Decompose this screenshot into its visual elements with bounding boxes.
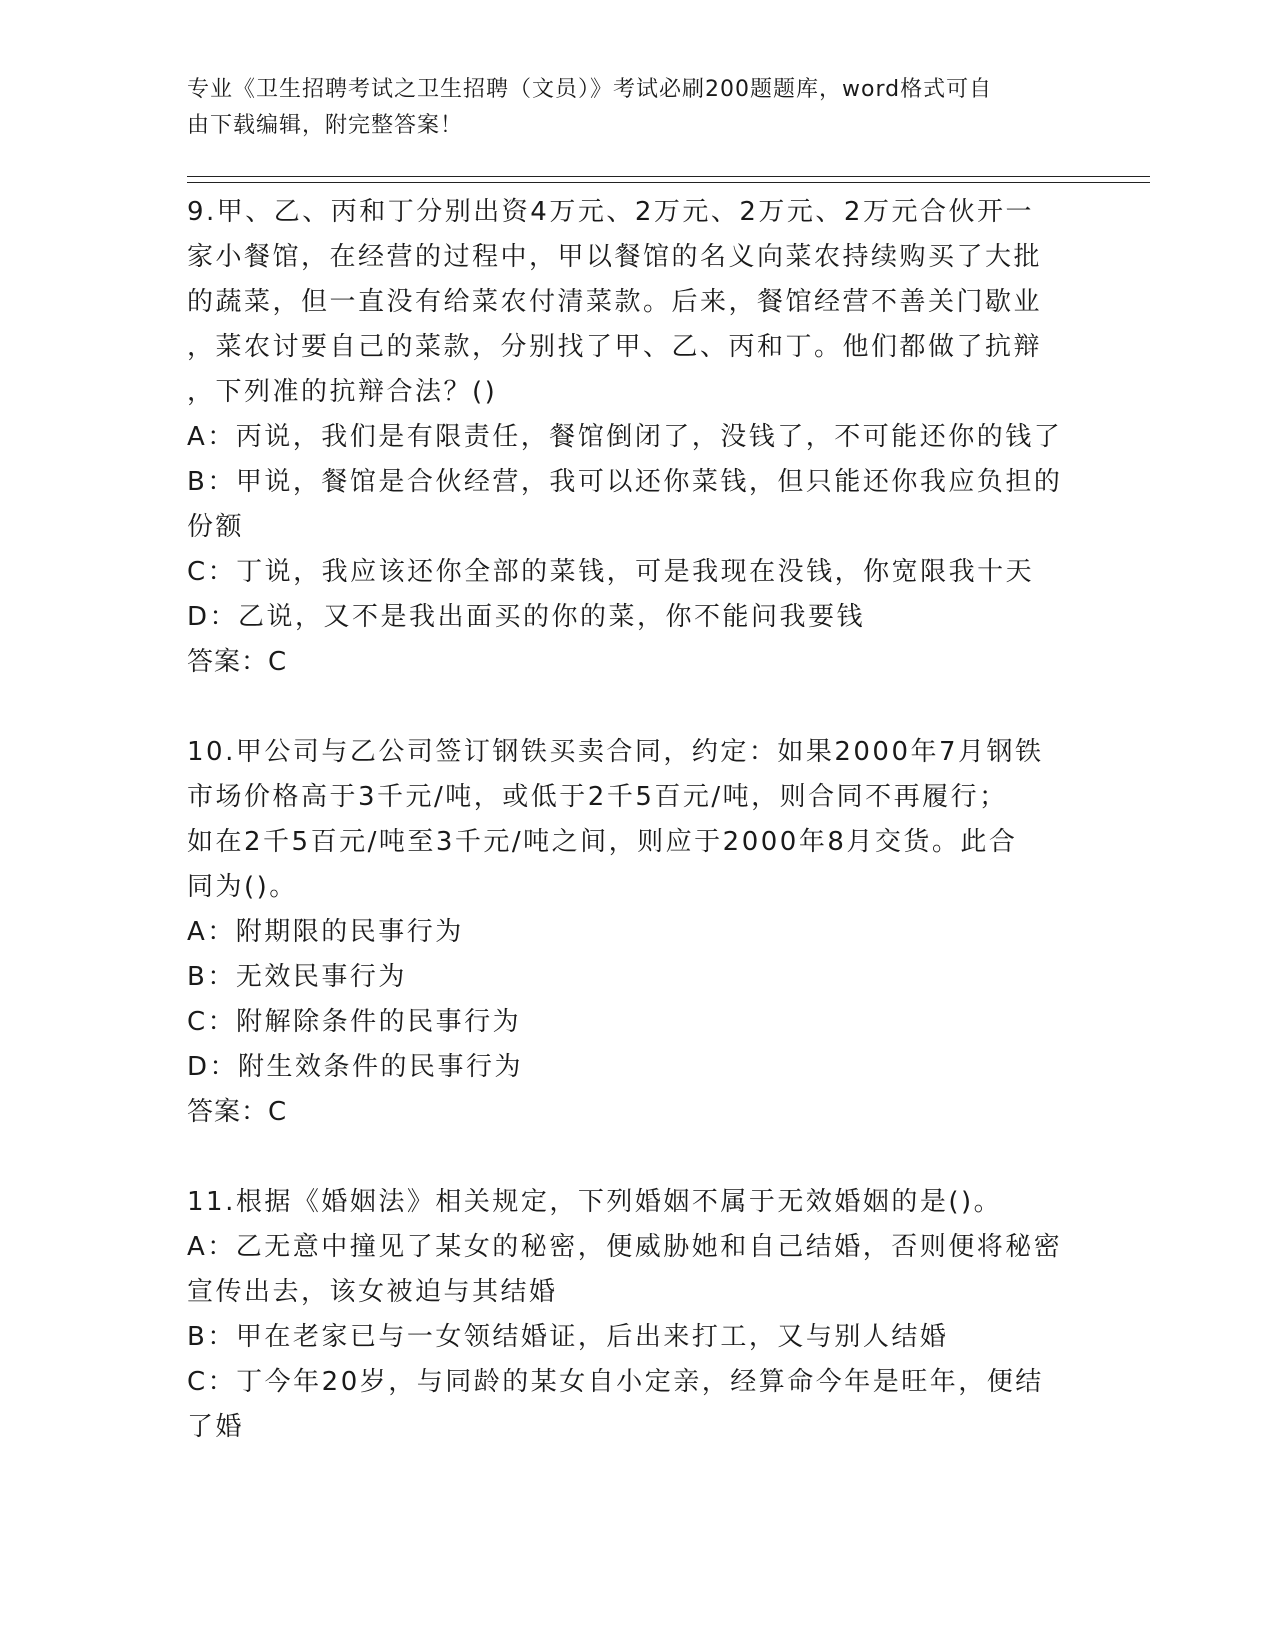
option-line: B：无效民事行为 bbox=[187, 962, 407, 992]
option-line: C：丁说，我应该还你全部的菜钱，可是我现在没钱，你宽限我十天 bbox=[187, 557, 1035, 587]
question-9 bbox=[187, 190, 1087, 685]
option-line: B：甲在老家已与一女领结婚证，后出来打工，又与别人结婚 bbox=[187, 1322, 949, 1352]
header-rule-top bbox=[187, 176, 1150, 177]
option-line: A：乙无意中撞见了某女的秘密，便威胁她和自己结婚，否则便将秘密 bbox=[187, 1232, 1063, 1262]
option-line: D：乙说，又不是我出面买的你的菜，你不能问我要钱 bbox=[187, 602, 866, 632]
option-line: A：丙说，我们是有限责任，餐馆倒闭了，没钱了，不可能还你的钱了 bbox=[187, 422, 1063, 452]
question-stem-line: ，菜农讨要自己的菜款，分别找了甲、乙、丙和丁。他们都做了抗辩 bbox=[187, 332, 1043, 362]
option-line: 宣传出去，该女被迫与其结婚 bbox=[187, 1277, 558, 1307]
question-stem-line: 9.甲、乙、丙和丁分别出资4万元、2万元、2万元、2万元合伙开一 bbox=[187, 197, 1034, 227]
question-stem-line: 如在2千5百元/吨至3千元/吨之间，则应于2000年8月交货。此合 bbox=[187, 827, 1018, 857]
question-list bbox=[187, 190, 1087, 1495]
option-line: D：附生效条件的民事行为 bbox=[187, 1052, 524, 1082]
question-11 bbox=[187, 1180, 1087, 1450]
option-line: C：丁今年20岁，与同龄的某女自小定亲，经算命今年是旺年，便结 bbox=[187, 1367, 1044, 1397]
question-stem-line: 的蔬菜，但一直没有给菜农付清菜款。后来，餐馆经营不善关门歇业 bbox=[187, 287, 1043, 317]
answer-line: 答案：C bbox=[187, 647, 288, 677]
option-line: 了婚 bbox=[187, 1412, 245, 1442]
document-header bbox=[187, 72, 1067, 144]
question-stem-line: 同为()。 bbox=[187, 872, 298, 902]
question-stem-line: 家小餐馆，在经营的过程中，甲以餐馆的名义向菜农持续购买了大批 bbox=[187, 242, 1043, 272]
option-line: B：甲说，餐馆是合伙经营，我可以还你菜钱，但只能还你我应负担的 bbox=[187, 467, 1063, 497]
option-line: 份额 bbox=[187, 512, 245, 542]
question-stem-line: 11.根据《婚姻法》相关规定，下列婚姻不属于无效婚姻的是()。 bbox=[187, 1187, 1003, 1217]
question-10 bbox=[187, 730, 1087, 1135]
option-line: A：附期限的民事行为 bbox=[187, 917, 464, 947]
answer-line: 答案：C bbox=[187, 1097, 288, 1127]
header-line-1: 专业《卫生招聘考试之卫生招聘（文员）》考试必刷200题题库，word格式可自 bbox=[187, 77, 993, 102]
question-stem-line: 市场价格高于3千元/吨，或低于2千5百元/吨，则合同不再履行； bbox=[187, 782, 1008, 812]
header-line-2: 由下载编辑，附完整答案！ bbox=[187, 113, 464, 138]
question-stem-line: ，下列准的抗辩合法？() bbox=[187, 377, 498, 407]
option-line: C：附解除条件的民事行为 bbox=[187, 1007, 522, 1037]
question-stem-line: 10.甲公司与乙公司签订钢铁买卖合同，约定：如果2000年7月钢铁 bbox=[187, 737, 1044, 767]
header-rule-bottom bbox=[187, 182, 1150, 183]
